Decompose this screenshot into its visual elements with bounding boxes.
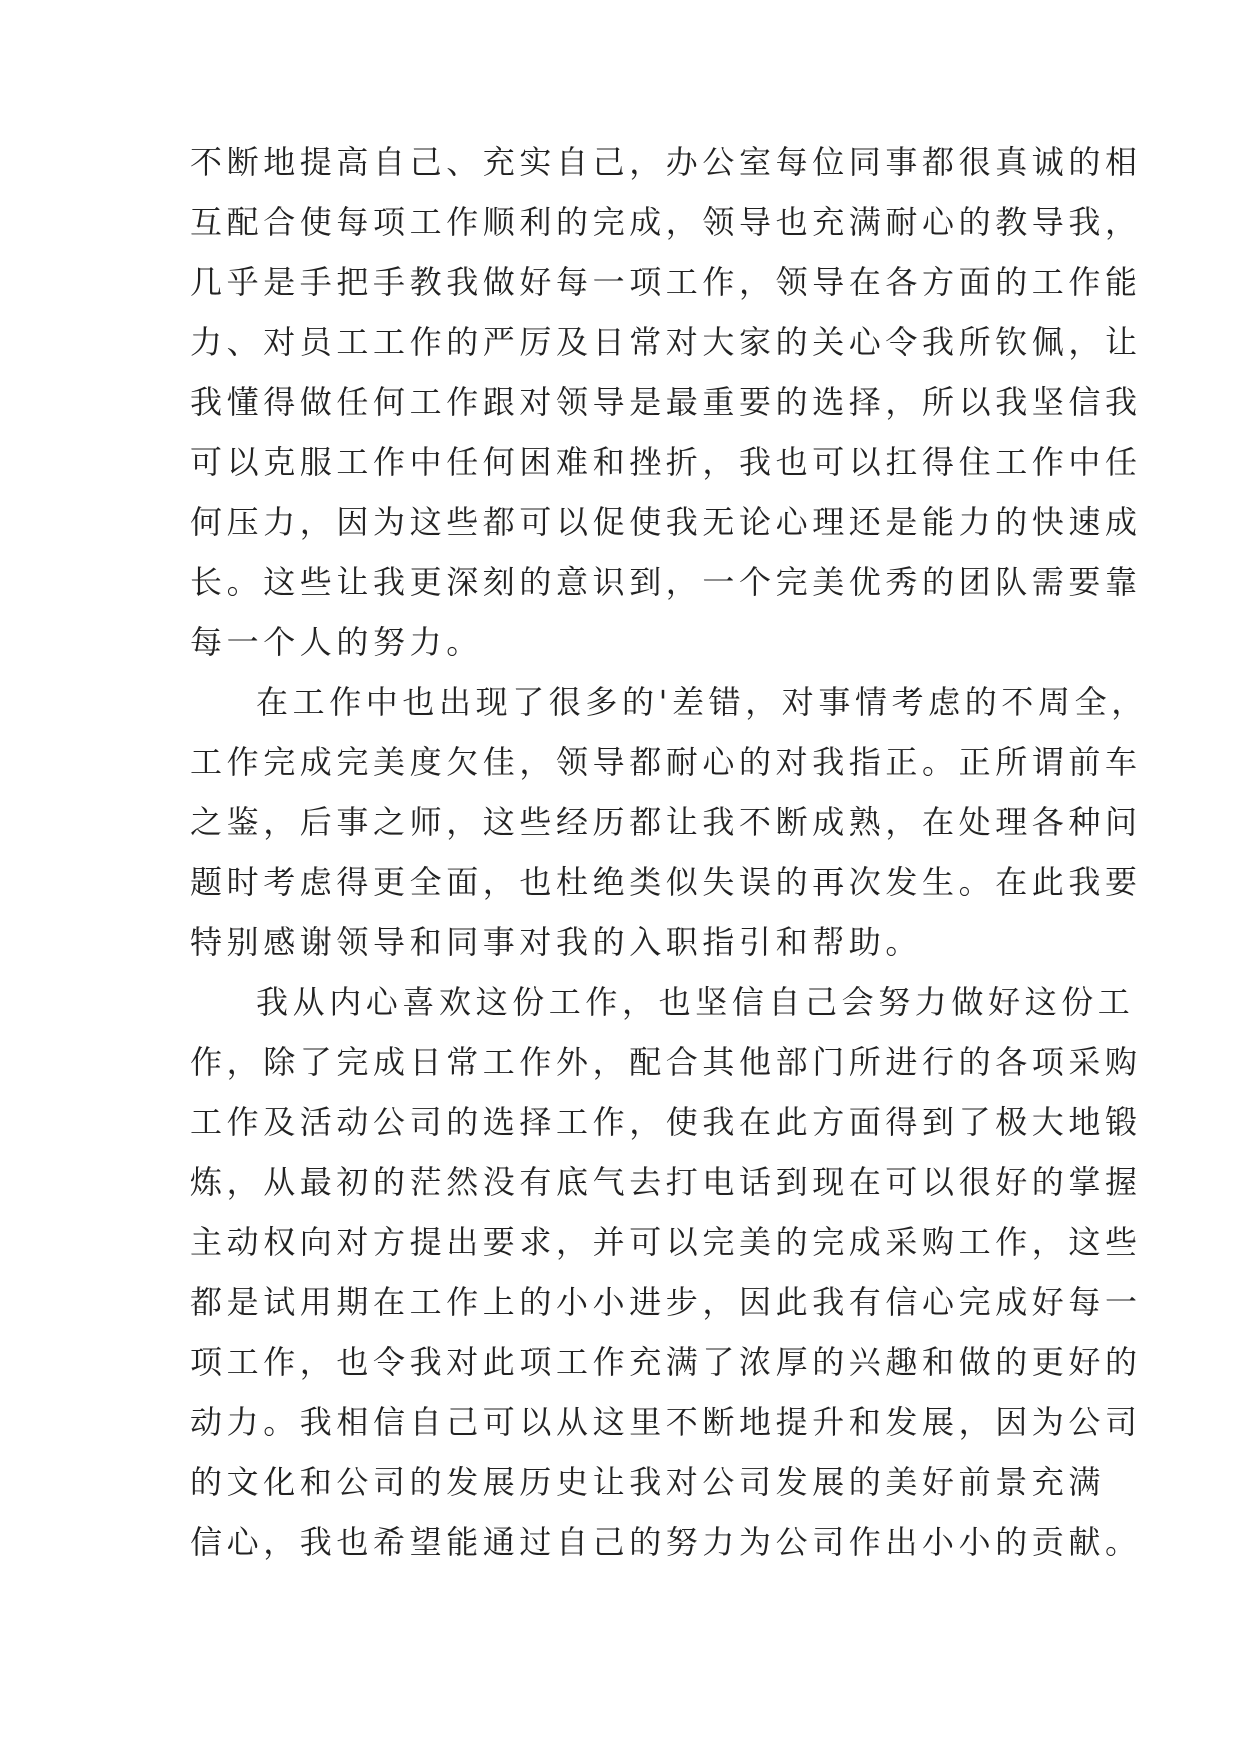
- text-line-5: 我懂得做任何工作跟对领导是最重要的选择，所以我坚信我: [190, 383, 1142, 421]
- text-line-12: 之鉴，后事之师，这些经历都让我不断成熟，在处理各种问: [190, 803, 1142, 841]
- paragraph-start-line: 在工作中也出现了很多的'差错，对事情考虑的不周全，: [256, 683, 1148, 721]
- text-line-16: 作，除了完成日常工作外，配合其他部门所进行的各项采购: [190, 1043, 1142, 1081]
- text-line-21: 项工作，也令我对此项工作充满了浓厚的兴趣和做的更好的: [190, 1343, 1142, 1381]
- text-line-9: 每一个人的努力。: [190, 623, 483, 661]
- document-body: [190, 132, 1148, 1572]
- text-line-7: 何压力，因为这些都可以促使我无论心理还是能力的快速成: [190, 503, 1142, 541]
- text-line-14: 特别感谢领导和同事对我的入职指引和帮助。: [190, 923, 923, 961]
- text-line-4: 力、对员工工作的严厉及日常对大家的关心令我所钦佩，让: [190, 323, 1142, 361]
- text-line-20: 都是试用期在工作上的小小进步，因此我有信心完成好每一: [190, 1283, 1142, 1321]
- text-line-8: 长。这些让我更深刻的意识到，一个完美优秀的团队需要靠: [190, 563, 1142, 601]
- text-line-22: 动力。我相信自己可以从这里不断地提升和发展，因为公司: [190, 1403, 1142, 1441]
- text-line-19: 主动权向对方提出要求，并可以完美的完成采购工作，这些: [190, 1223, 1142, 1261]
- text-line-24: 信心，我也希望能通过自己的努力为公司作出小小的贡献。: [190, 1523, 1142, 1561]
- text-line-11: 工作完成完美度欠佳，领导都耐心的对我指正。正所谓前车: [190, 743, 1142, 781]
- text-line-18: 炼，从最初的茫然没有底气去打电话到现在可以很好的掌握: [190, 1163, 1142, 1201]
- text-line-3: 几乎是手把手教我做好每一项工作，领导在各方面的工作能: [190, 263, 1142, 301]
- text-line-1: 不断地提高自己、充实自己，办公室每位同事都很真诚的相: [190, 143, 1142, 181]
- text-line-6: 可以克服工作中任何困难和挫折，我也可以扛得住工作中任: [190, 443, 1142, 481]
- paragraph-start-line: 我从内心喜欢这份工作，也坚信自己会努力做好这份工: [256, 983, 1135, 1021]
- text-line-2: 互配合使每项工作顺利的完成，领导也充满耐心的教导我，: [190, 203, 1142, 241]
- text-line-23: 的文化和公司的发展历史让我对公司发展的美好前景充满: [190, 1463, 1106, 1501]
- text-line-17: 工作及活动公司的选择工作，使我在此方面得到了极大地锻: [190, 1103, 1142, 1141]
- text-line-13: 题时考虑得更全面，也杜绝类似失误的再次发生。在此我要: [190, 863, 1142, 901]
